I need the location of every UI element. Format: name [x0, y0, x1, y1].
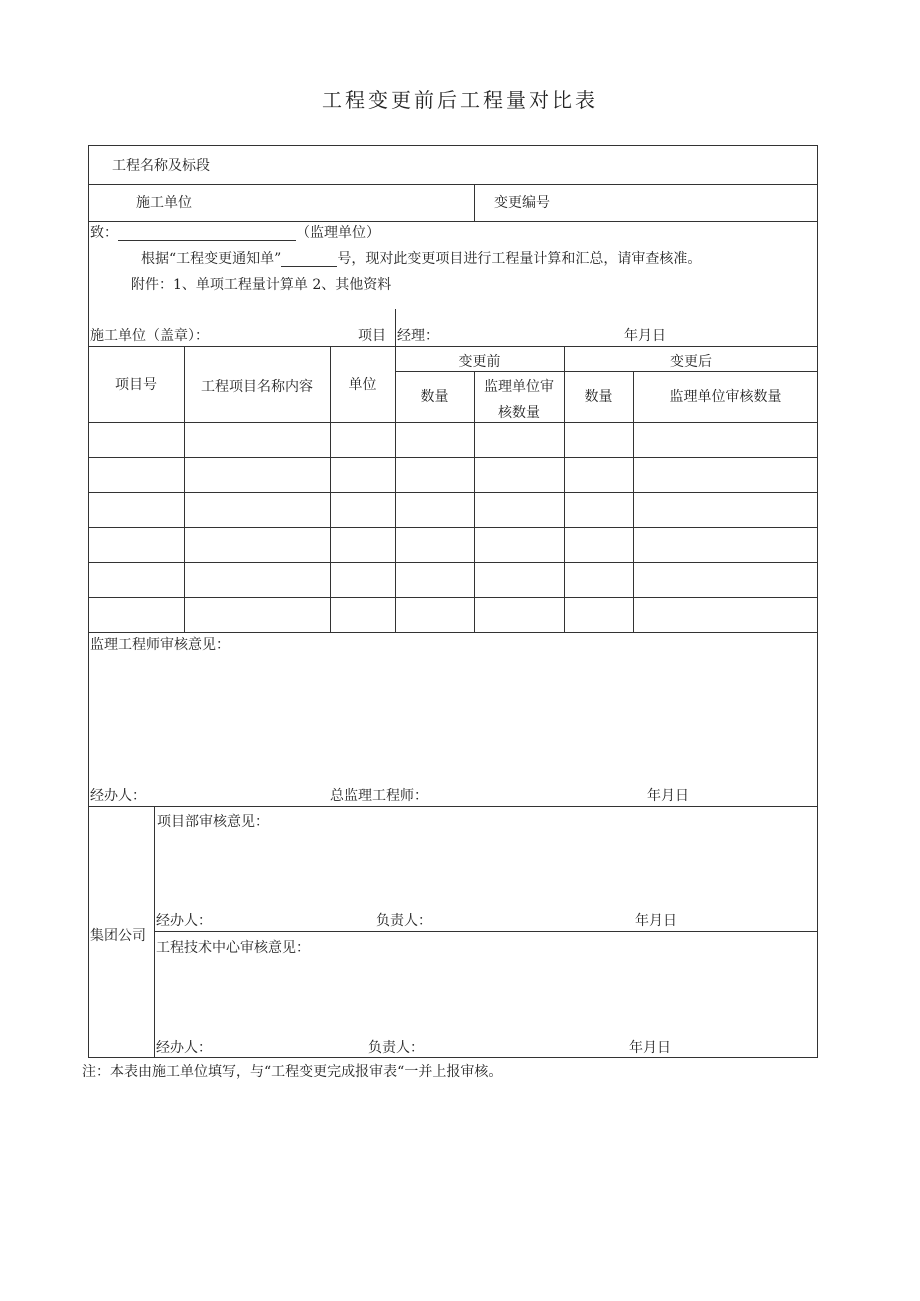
application-body-line	[141, 251, 701, 267]
rule-row-1	[88, 457, 818, 458]
rule-after-project-name	[88, 184, 818, 185]
supervisor-unit-blank[interactable]	[118, 226, 296, 241]
rule-group-split	[154, 931, 818, 932]
body-prefix: 根据“工程变更通知单”	[141, 251, 282, 267]
change-number-label: 变更编号	[494, 195, 550, 211]
dept-responsible-label: 负责人：	[376, 913, 432, 929]
group-company-label: 集团公司	[90, 928, 146, 944]
chief-supervisor-label: 总监理工程师：	[330, 788, 428, 804]
tech-responsible-label: 负责人：	[368, 1040, 424, 1056]
before-quantity: 数量	[420, 389, 449, 405]
rule-group-col	[154, 806, 155, 1058]
project-name-label: 工程名称及标段	[112, 158, 210, 174]
pm-suffix: 经理：	[397, 328, 439, 344]
supervisor-date: 年月日	[647, 788, 689, 804]
tech-opinion-label: 工程技术中心审核意见：	[156, 940, 310, 956]
seal-label: 施工单位（盖章）：	[90, 328, 209, 344]
pm-prefix: 项目	[358, 328, 386, 344]
footnote: 注：本表由施工单位填写，与“工程变更完成报审表“一并上报审核。	[82, 1064, 503, 1080]
dept-opinion-label: 项目部审核意见：	[157, 814, 269, 830]
rule-table-header-bottom	[88, 422, 818, 423]
rule-after-contractor	[88, 221, 818, 222]
contractor-label: 施工单位	[136, 195, 192, 211]
supervisor-handler-label: 经办人：	[90, 788, 146, 804]
attachments-line: 附件：1、单项工程量计算单 2、其他资料	[131, 277, 392, 293]
rule-row-3	[88, 527, 818, 528]
group-after: 变更后	[670, 354, 712, 370]
rule-contractor-split	[474, 184, 475, 221]
before-review-line2: 核数量	[498, 405, 540, 421]
to-suffix: （监理单位）	[296, 225, 380, 241]
rule-before-table	[88, 346, 818, 347]
tech-date: 年月日	[629, 1040, 671, 1056]
page-title: 工程变更前后工程量对比表	[322, 88, 598, 112]
col-item-no: 项目号	[115, 377, 157, 393]
before-review-line1: 监理单位审	[484, 379, 554, 395]
after-quantity: 数量	[584, 389, 613, 405]
rule-col-6	[633, 371, 634, 632]
col-item-name: 工程项目名称内容	[201, 379, 313, 395]
application-to-line	[90, 225, 380, 241]
rule-under-group-headers	[395, 371, 818, 372]
after-review: 监理单位审核数量	[669, 389, 782, 405]
rule-supervisor-bottom	[88, 806, 818, 807]
dept-handler-label: 经办人：	[156, 913, 212, 929]
rule-seal-split	[395, 309, 396, 346]
group-before: 变更前	[458, 354, 501, 370]
dept-date: 年月日	[635, 913, 677, 929]
supervisor-opinion-label: 监理工程师审核意见：	[90, 637, 230, 653]
rule-row-2	[88, 492, 818, 493]
notice-number-blank[interactable]	[281, 252, 337, 267]
rule-row-5	[88, 597, 818, 598]
body-suffix: 号，现对此变更项目进行工程量计算和汇总，请审查核准。	[337, 251, 702, 267]
rule-table-bottom	[88, 632, 818, 633]
rule-row-4	[88, 562, 818, 563]
col-unit: 单位	[348, 377, 377, 393]
to-label: 致：	[90, 225, 118, 241]
tech-handler-label: 经办人：	[156, 1040, 212, 1056]
application-date: 年月日	[624, 328, 666, 344]
